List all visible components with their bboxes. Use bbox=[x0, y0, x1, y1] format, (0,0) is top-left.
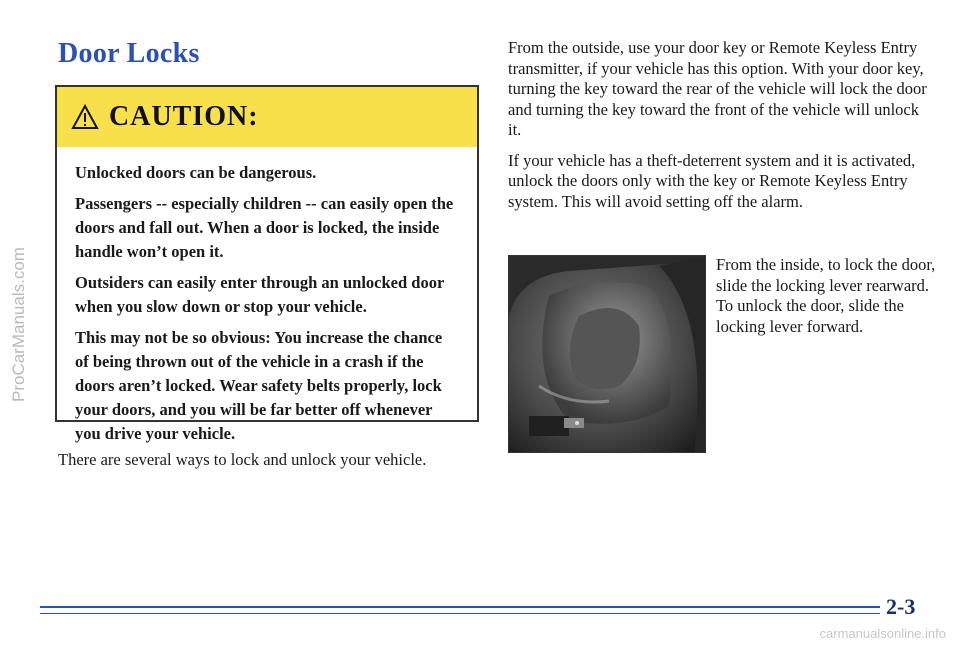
caution-paragraph: Outsiders can easily enter through an unlocked door when you slow down or stop your vehicle. bbox=[75, 273, 445, 316]
theft-deterrent-paragraph: If your vehicle has a theft-deterrent system and it is activated, unlock the doors only with the key or Remote Keyless Entry system. This will avoid setting off the alarm. bbox=[508, 150, 916, 211]
outside-lock-paragraph: From the outside, use your door key or Remote Keyless Entry transmitter, if your vehicle has this option. With your door key, turning the key toward the rear of the vehicle will lock the door and turning the key toward the front of the vehicle will unlock it. bbox=[508, 38, 927, 139]
right-column bbox=[508, 38, 928, 222]
warning-triangle-icon bbox=[71, 104, 99, 130]
door-handle-illustration bbox=[509, 256, 706, 453]
page-number: 2-3 bbox=[886, 594, 916, 619]
photo-caption: From the inside, to lock the door, slide the locking lever rearward. To unlock the door, slide the locking lever forward. bbox=[716, 255, 936, 336]
site-watermark: carmanualsonline.info bbox=[819, 626, 946, 641]
caution-paragraph: This may not be so obvious: You increase the chance of being thrown out of the vehicle in a crash if the doors aren’t locked. Wear safety belts properly, lock your doors, and you will be far better off whenever you drive your vehicle. bbox=[75, 328, 443, 443]
side-watermark: ProCarManuals.com bbox=[9, 247, 28, 403]
door-lock-photo bbox=[508, 255, 706, 453]
caution-paragraph: Unlocked doors can be dangerous. bbox=[75, 163, 317, 182]
caution-body bbox=[57, 147, 477, 446]
caution-label: CAUTION: bbox=[109, 101, 259, 132]
page-title: Door Locks bbox=[58, 38, 200, 69]
footer-rule bbox=[40, 606, 880, 614]
caution-header bbox=[57, 87, 477, 147]
intro-paragraph: There are several ways to lock and unlock your vehicle. bbox=[58, 450, 427, 469]
caution-paragraph: Passengers -- especially children -- can easily open the doors and fall out. When a door is locked, the inside handle won’t open it. bbox=[75, 194, 454, 261]
caution-box bbox=[55, 85, 479, 443]
